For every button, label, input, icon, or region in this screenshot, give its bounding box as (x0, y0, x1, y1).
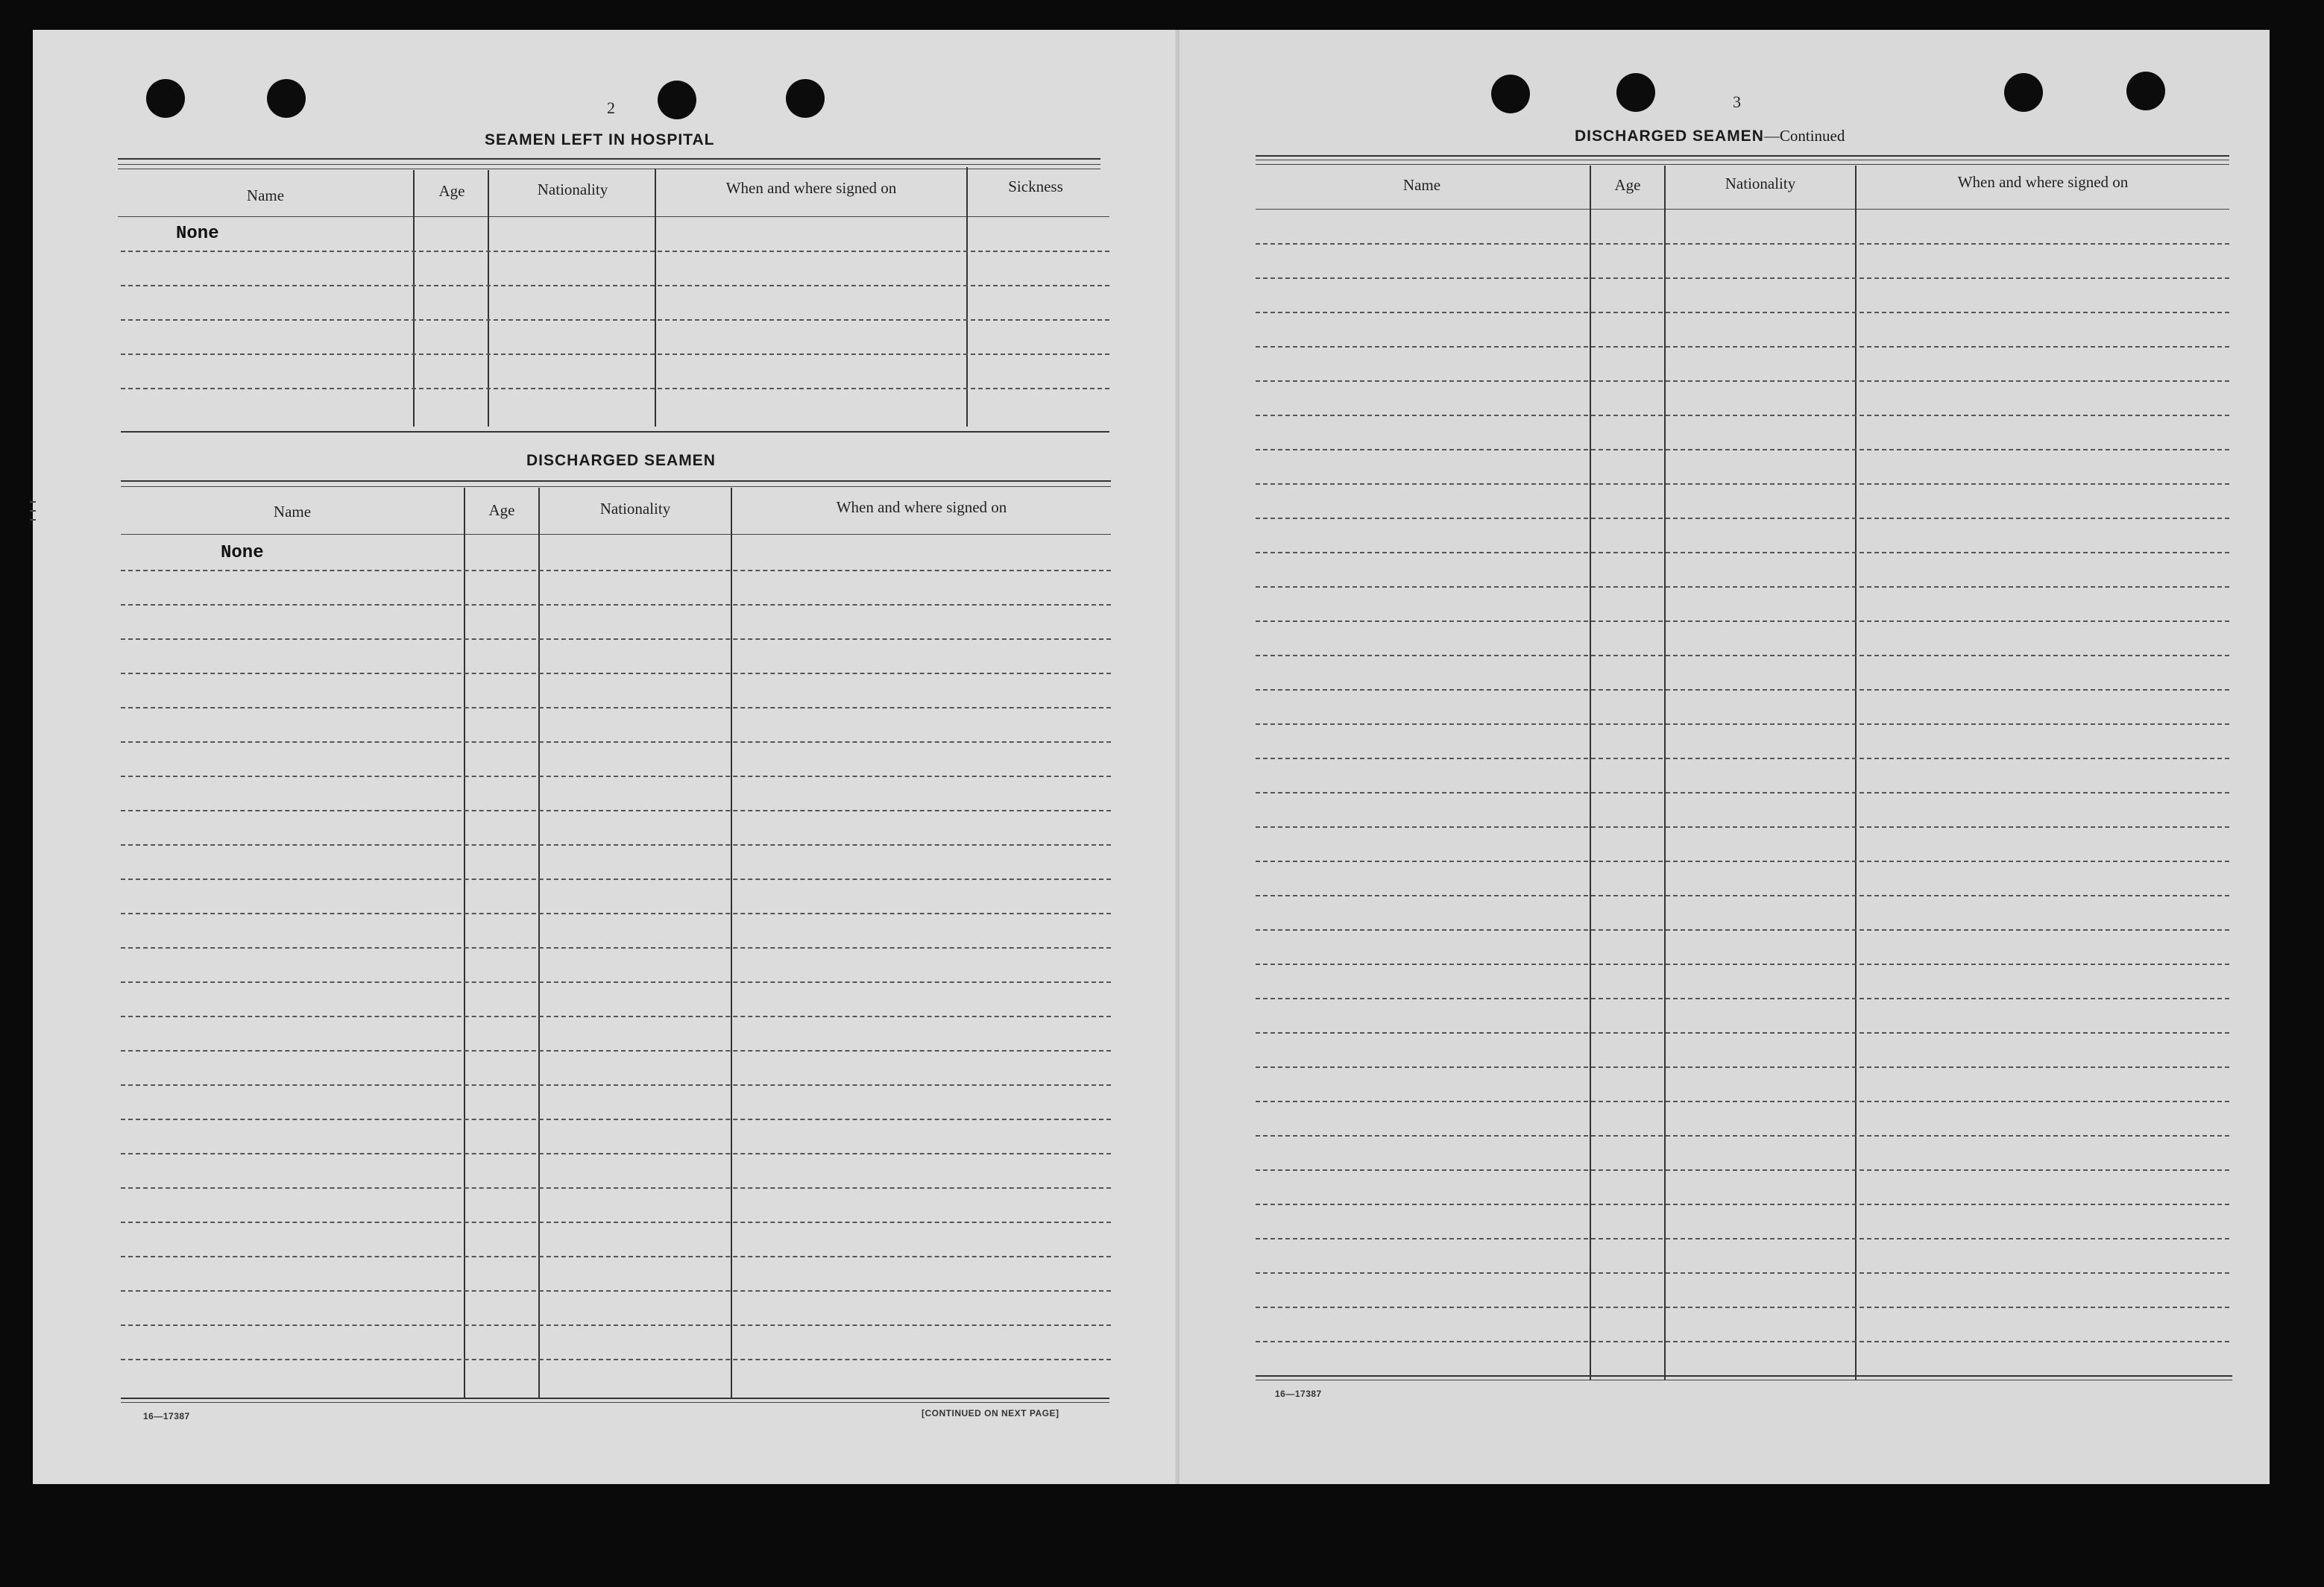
ruled-line (1256, 895, 2229, 896)
punch-hole (2004, 73, 2043, 112)
ruled-line (1256, 415, 2229, 416)
ruled-line (1256, 277, 2229, 279)
ruled-line (121, 913, 1111, 914)
hospital-top-rule (118, 158, 1100, 160)
ruled-line (121, 947, 1111, 949)
ruled-line (121, 570, 1111, 571)
ruled-line (1256, 483, 2229, 485)
ruled-line (1256, 518, 2229, 519)
ruled-line (121, 319, 1109, 321)
ruled-line (1256, 1307, 2229, 1308)
form-number: 16—17387 (1275, 1389, 1322, 1399)
ruled-line (121, 741, 1111, 743)
ruled-line (1256, 1341, 2229, 1342)
ruled-line (121, 1324, 1111, 1326)
ruled-line (1256, 655, 2229, 656)
column-header-name: Name (273, 503, 312, 521)
ruled-line (121, 604, 1111, 606)
ruled-line (1256, 1238, 2229, 1239)
discharged-col-divider (731, 488, 732, 1398)
ruled-line (121, 776, 1111, 777)
punch-hole (1491, 75, 1530, 113)
column-header-name: Name (246, 186, 285, 204)
ruled-line (1256, 723, 2229, 725)
hospital-entry: None (176, 224, 219, 244)
edge-mark (30, 510, 36, 512)
continued-note: [CONTINUED ON NEXT PAGE] (922, 1408, 1059, 1418)
hospital-header-rule (118, 216, 1109, 217)
ruled-line (1256, 1169, 2229, 1171)
ruled-line (121, 1256, 1111, 1257)
punch-hole (786, 79, 825, 118)
punch-hole (1616, 73, 1655, 112)
right-header-rule (1256, 209, 2229, 210)
ruled-line (1256, 826, 2229, 828)
column-header-signed-on: When and where signed on (836, 498, 1007, 516)
ruled-line (1256, 998, 2229, 999)
right-bottom-rule (1256, 1375, 2232, 1377)
ruled-line (121, 1153, 1111, 1154)
ruled-line (1256, 1135, 2229, 1137)
ruled-line (1256, 689, 2229, 691)
ruled-line (121, 388, 1109, 389)
ruled-line (1256, 380, 2229, 382)
discharged-section-title: DISCHARGED SEAMEN (526, 452, 716, 469)
ruled-line (121, 879, 1111, 880)
ruled-line (121, 673, 1111, 674)
page-number: 3 (1733, 92, 1741, 111)
column-header-sickness: Sickness (1008, 177, 1063, 195)
title-main: DISCHARGED SEAMEN (1575, 128, 1764, 145)
ruled-line (1256, 861, 2229, 862)
edge-mark (30, 519, 36, 521)
column-header-age: Age (488, 501, 515, 519)
ruled-line (1256, 1032, 2229, 1034)
ruled-line (1256, 758, 2229, 759)
page-number: 2 (607, 98, 615, 117)
ruled-line (1256, 586, 2229, 588)
hospital-bottom-rule (121, 431, 1109, 433)
column-header-nationality: Nationality (599, 500, 671, 518)
ruled-line (1256, 929, 2229, 931)
ruled-line (121, 1290, 1111, 1292)
column-header-nationality: Nationality (1725, 175, 1796, 192)
column-header-age: Age (438, 182, 465, 200)
hospital-section-title: SEAMEN LEFT IN HOSPITAL (485, 131, 715, 148)
column-header-name: Name (1402, 176, 1441, 194)
column-header-nationality: Nationality (537, 180, 608, 198)
ruled-line (1256, 346, 2229, 348)
column-header-signed-on: When and where signed on (725, 179, 897, 197)
discharged-col-divider (464, 488, 465, 1398)
ruled-line (1256, 1066, 2229, 1068)
ruled-line (121, 981, 1111, 983)
ruled-line (121, 638, 1111, 640)
ruled-line (1256, 552, 2229, 553)
ruled-line (1256, 792, 2229, 794)
ruled-line (1256, 243, 2229, 245)
form-number: 16—17387 (143, 1411, 190, 1421)
punch-hole (267, 79, 306, 118)
ruled-line (1256, 964, 2229, 965)
title-suffix: —Continued (1763, 127, 1845, 145)
ruled-line (121, 1222, 1111, 1223)
column-header-age: Age (1614, 176, 1641, 194)
hospital-top-rule-2 (118, 164, 1100, 165)
discharged-header-rule (121, 534, 1111, 535)
right-col-divider (1664, 166, 1666, 1380)
ruled-line (1256, 620, 2229, 622)
ruled-line (121, 844, 1111, 846)
edge-mark (30, 501, 36, 503)
ruled-line (121, 1050, 1111, 1052)
punch-hole (658, 81, 696, 119)
ruled-line (121, 1359, 1111, 1360)
discharged-bottom-rule (121, 1398, 1109, 1399)
right-page (1180, 30, 2270, 1484)
discharged-bottom-rule-2 (121, 1402, 1109, 1403)
punch-hole (2126, 72, 2165, 110)
ruled-line (1256, 1272, 2229, 1274)
discharged-top-rule-2 (121, 486, 1111, 487)
ruled-line (121, 1119, 1111, 1120)
ruled-line (1256, 449, 2229, 450)
discharged-col-divider (538, 488, 540, 1398)
ruled-line (1256, 1101, 2229, 1102)
left-page (33, 30, 1180, 1484)
right-top-rule-3 (1256, 164, 2229, 165)
ruled-line (121, 251, 1109, 252)
column-header-signed-on: When and where signed on (1957, 173, 2129, 191)
right-col-divider (1855, 166, 1857, 1380)
ruled-line (121, 353, 1109, 355)
right-col-divider (1590, 166, 1591, 1380)
ruled-line (121, 1084, 1111, 1086)
ruled-line (121, 285, 1109, 286)
discharged-top-rule (121, 480, 1111, 482)
ruled-line (121, 1187, 1111, 1189)
ruled-line (121, 810, 1111, 811)
discharged-continued-title (1575, 127, 1845, 145)
ruled-line (121, 707, 1111, 708)
ruled-line (1256, 312, 2229, 313)
punch-hole (146, 79, 185, 118)
ruled-line (121, 1016, 1111, 1017)
ruled-line (1256, 1204, 2229, 1205)
discharged-entry: None (221, 543, 264, 563)
right-top-rule (1256, 155, 2229, 157)
